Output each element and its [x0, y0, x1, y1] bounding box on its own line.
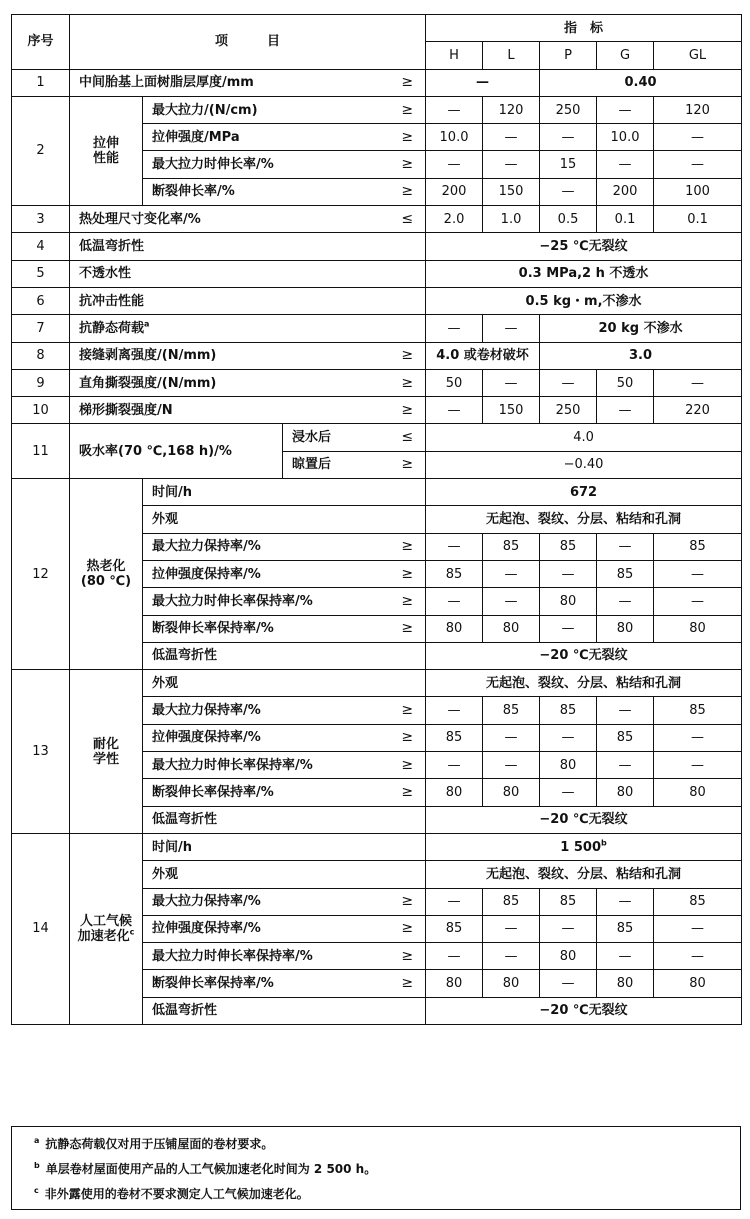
value-P: —: [540, 724, 597, 751]
value-G: —: [597, 588, 654, 615]
relation-sign: ≥: [390, 560, 426, 587]
table-row: [12, 670, 742, 697]
header-grade-GL: GL: [654, 42, 742, 69]
item-name: 拉伸强度/MPa: [143, 124, 390, 151]
item-name: 断裂伸长率保持率/%: [143, 615, 390, 642]
relation-sign: ≥: [390, 888, 426, 915]
value-H: 80: [426, 970, 483, 997]
value-P: —: [540, 124, 597, 151]
value-H: —: [426, 943, 483, 970]
row-number: 11: [12, 424, 70, 479]
footnote-a: [34, 1132, 740, 1157]
value-L: 1.0: [483, 206, 540, 233]
value-G: 80: [597, 615, 654, 642]
item-name: 直角撕裂强度/(N/mm): [70, 369, 390, 396]
relation-sign: ≥: [390, 970, 426, 997]
table-row: [12, 342, 742, 369]
item-name: 外观: [143, 861, 426, 888]
header-grade-G: G: [597, 42, 654, 69]
value-G: —: [597, 533, 654, 560]
value-GL: 80: [654, 779, 742, 806]
value-H: —: [426, 315, 483, 342]
item-name: 最大拉力时伸长率保持率/%: [143, 943, 390, 970]
header-seq: 序号: [12, 15, 70, 70]
row-number: 1: [12, 69, 70, 96]
value-P: 80: [540, 943, 597, 970]
value-G: —: [597, 697, 654, 724]
item-name: 低温弯折性: [143, 997, 426, 1024]
merged-value: 4.0: [426, 424, 742, 451]
value-P-G-GL: 3.0: [540, 342, 742, 369]
value-H: —: [426, 533, 483, 560]
value-L: —: [483, 943, 540, 970]
relation-sign: ≥: [390, 615, 426, 642]
value-P: 80: [540, 588, 597, 615]
merged-value: 0.5 kg・m,不渗水: [426, 287, 742, 314]
value-G: —: [597, 151, 654, 178]
relation-sign: ≥: [390, 369, 426, 396]
relation-sign: ≥: [390, 178, 426, 205]
relation-sign: ≥: [390, 697, 426, 724]
value-L: 85: [483, 533, 540, 560]
footnote-text: 非外露使用的卷材不要求测定人工气候加速老化。: [44, 1187, 309, 1201]
value-G: 85: [597, 560, 654, 587]
footnote-text: 抗静态荷载仅对用于压铺屋面的卷材要求。: [45, 1137, 274, 1151]
relation-sign: ≥: [390, 124, 426, 151]
item-name: 抗静态荷载$^a$: [70, 315, 426, 342]
value-P: —: [540, 178, 597, 205]
value-G: 200: [597, 178, 654, 205]
value-H-L: —: [426, 69, 540, 96]
value-H: —: [426, 96, 483, 123]
value-GL: —: [654, 752, 742, 779]
row-number: 7: [12, 315, 70, 342]
value-L: —: [483, 915, 540, 942]
item-name: 吸水率(70 ℃,168 h)/%: [70, 424, 283, 479]
merged-value: 1 500$^b$: [426, 833, 742, 860]
item-name: 最大拉力时伸长率/%: [143, 151, 390, 178]
value-GL: 85: [654, 533, 742, 560]
value-L: 80: [483, 970, 540, 997]
table-row: [12, 287, 742, 314]
value-L: —: [483, 560, 540, 587]
spec-table: [11, 14, 742, 1025]
value-L: —: [483, 752, 540, 779]
value-GL: 85: [654, 697, 742, 724]
item-name: 低温弯折性: [143, 806, 426, 833]
item-name: 断裂伸长率保持率/%: [143, 779, 390, 806]
value-P: 250: [540, 96, 597, 123]
merged-value: 672: [426, 479, 742, 506]
row-number: 14: [12, 833, 70, 1024]
relation-sign: ≥: [390, 915, 426, 942]
item-name: 中间胎基上面树脂层厚度/mm: [70, 69, 390, 96]
value-H: 85: [426, 724, 483, 751]
merged-value: −20 ℃无裂纹: [426, 997, 742, 1024]
value-H: 10.0: [426, 124, 483, 151]
value-H: —: [426, 752, 483, 779]
value-L: 85: [483, 888, 540, 915]
item-name: 外观: [143, 506, 426, 533]
value-G: —: [597, 943, 654, 970]
value-G: —: [597, 752, 654, 779]
row-number: 10: [12, 397, 70, 424]
row-number: 12: [12, 479, 70, 670]
value-G: 80: [597, 779, 654, 806]
footnotes: [11, 1126, 741, 1210]
value-GL: —: [654, 724, 742, 751]
item-name: 断裂伸长率/%: [143, 178, 390, 205]
value-P: 85: [540, 533, 597, 560]
item-name: 接缝剥离强度/(N/mm): [70, 342, 390, 369]
table-row: [12, 260, 742, 287]
value-L: 80: [483, 615, 540, 642]
relation-sign: ≥: [390, 342, 426, 369]
item-name: 最大拉力/(N/cm): [143, 96, 390, 123]
value-GL: 85: [654, 888, 742, 915]
table-row: [12, 833, 742, 860]
value-GL: 220: [654, 397, 742, 424]
value-H: —: [426, 151, 483, 178]
table-row: [12, 397, 742, 424]
relation-sign: ≥: [390, 96, 426, 123]
value-GL: —: [654, 943, 742, 970]
value-GL: 100: [654, 178, 742, 205]
item-name: 最大拉力保持率/%: [143, 888, 390, 915]
header-row: [12, 15, 742, 42]
relation-sign: ≥: [390, 752, 426, 779]
value-P: 80: [540, 752, 597, 779]
header-grade-P: P: [540, 42, 597, 69]
value-GL: —: [654, 560, 742, 587]
table-row: [12, 69, 742, 96]
value-GL: —: [654, 124, 742, 151]
item-name: 最大拉力保持率/%: [143, 533, 390, 560]
value-G: 50: [597, 369, 654, 396]
row-number: 13: [12, 670, 70, 834]
item-name: 最大拉力时伸长率保持率/%: [143, 588, 390, 615]
merged-value: 无起泡、裂纹、分层、粘结和孔洞: [426, 506, 742, 533]
item-name: 最大拉力保持率/%: [143, 697, 390, 724]
value-P: —: [540, 615, 597, 642]
item-name: 拉伸强度保持率/%: [143, 915, 390, 942]
value-L: —: [483, 369, 540, 396]
value-L: —: [483, 588, 540, 615]
value-H: 80: [426, 779, 483, 806]
value-G: 85: [597, 915, 654, 942]
value-G: 80: [597, 970, 654, 997]
table-row: [12, 96, 742, 123]
item-name: 时间/h: [143, 833, 426, 860]
value-L: 120: [483, 96, 540, 123]
value-P: —: [540, 560, 597, 587]
value-P: 85: [540, 697, 597, 724]
header-indicator: 指 标: [426, 15, 742, 42]
value-GL: —: [654, 369, 742, 396]
table-row: [12, 424, 742, 451]
item-name: 抗冲击性能: [70, 287, 426, 314]
value-H: 80: [426, 615, 483, 642]
value-P: 250: [540, 397, 597, 424]
footnote-mark: a: [34, 1136, 40, 1145]
relation-sign: ≥: [390, 943, 426, 970]
value-L: 85: [483, 697, 540, 724]
value-H: —: [426, 397, 483, 424]
group-label: 热老化 (80 ℃): [70, 479, 143, 670]
relation-sign: ≤: [390, 206, 426, 233]
value-GL: 0.1: [654, 206, 742, 233]
footnote-c: [34, 1182, 740, 1207]
value-H: 2.0: [426, 206, 483, 233]
relation-sign: ≥: [390, 451, 426, 478]
value-G: 0.1: [597, 206, 654, 233]
row-number: 4: [12, 233, 70, 260]
value-GL: —: [654, 151, 742, 178]
merged-value: −20 ℃无裂纹: [426, 806, 742, 833]
value-H: 200: [426, 178, 483, 205]
item-name: 不透水性: [70, 260, 426, 287]
footnote-mark: b: [34, 1161, 40, 1170]
relation-sign: ≥: [390, 397, 426, 424]
value-L: 150: [483, 178, 540, 205]
merged-value: 无起泡、裂纹、分层、粘结和孔洞: [426, 670, 742, 697]
value-P: —: [540, 915, 597, 942]
table-row: [12, 369, 742, 396]
value-P-G-GL: 20 kg 不渗水: [540, 315, 742, 342]
relation-sign: ≥: [390, 588, 426, 615]
group-label: 拉伸 性能: [70, 96, 143, 205]
item-name: 低温弯折性: [143, 642, 426, 669]
value-H: 85: [426, 560, 483, 587]
value-P: 0.5: [540, 206, 597, 233]
merged-value: 0.3 MPa,2 h 不透水: [426, 260, 742, 287]
value-GL: 80: [654, 970, 742, 997]
relation-sign: ≥: [390, 533, 426, 560]
item-name: 断裂伸长率保持率/%: [143, 970, 390, 997]
value-P: —: [540, 369, 597, 396]
value-H: 85: [426, 915, 483, 942]
value-H-L: 4.0 或卷材破坏: [426, 342, 540, 369]
value-L: —: [483, 124, 540, 151]
merged-value: 无起泡、裂纹、分层、粘结和孔洞: [426, 861, 742, 888]
header-item: 项 目: [70, 15, 426, 70]
item-name: 梯形撕裂强度/N: [70, 397, 390, 424]
relation-sign: ≤: [390, 424, 426, 451]
merged-value: −20 ℃无裂纹: [426, 642, 742, 669]
table-row: [12, 479, 742, 506]
relation-sign: ≥: [390, 724, 426, 751]
value-P: —: [540, 970, 597, 997]
header-grade-H: H: [426, 42, 483, 69]
header-grade-L: L: [483, 42, 540, 69]
row-number: 6: [12, 287, 70, 314]
value-H: —: [426, 697, 483, 724]
sub-item-name: 浸水后: [283, 424, 390, 451]
table-row: [12, 233, 742, 260]
table-row: [12, 206, 742, 233]
row-number: 3: [12, 206, 70, 233]
item-name: 最大拉力时伸长率保持率/%: [143, 752, 390, 779]
value-L: —: [483, 724, 540, 751]
value-P: 85: [540, 888, 597, 915]
row-number: 8: [12, 342, 70, 369]
footnote-text: 单层卷材屋面使用产品的人工气候加速老化时间为 2 500 h。: [45, 1162, 377, 1176]
value-G: —: [597, 96, 654, 123]
value-H: 50: [426, 369, 483, 396]
row-number: 9: [12, 369, 70, 396]
value-G: —: [597, 397, 654, 424]
value-P: —: [540, 779, 597, 806]
value-L: 150: [483, 397, 540, 424]
sub-item-name: 晾置后: [283, 451, 390, 478]
table-row: [12, 315, 742, 342]
value-H: —: [426, 888, 483, 915]
item-name: 低温弯折性: [70, 233, 426, 260]
group-label: 耐化 学性: [70, 670, 143, 834]
relation-sign: ≥: [390, 779, 426, 806]
value-H: —: [426, 588, 483, 615]
item-name: 外观: [143, 670, 426, 697]
value-L: —: [483, 151, 540, 178]
value-L: 80: [483, 779, 540, 806]
footnote-b: [34, 1157, 740, 1182]
merged-value: −25 ℃无裂纹: [426, 233, 742, 260]
merged-value: −0.40: [426, 451, 742, 478]
value-GL: 120: [654, 96, 742, 123]
value-G: 85: [597, 724, 654, 751]
group-label: 人工气候 加速老化$^c$: [70, 833, 143, 1024]
item-name: 拉伸强度保持率/%: [143, 724, 390, 751]
value-G: 10.0: [597, 124, 654, 151]
row-number: 2: [12, 96, 70, 205]
row-number: 5: [12, 260, 70, 287]
value-P: 15: [540, 151, 597, 178]
value-GL: 80: [654, 615, 742, 642]
value-P-G-GL: 0.40: [540, 69, 742, 96]
table-body: [12, 15, 742, 1025]
value-G: —: [597, 888, 654, 915]
relation-sign: ≥: [390, 69, 426, 96]
value-GL: —: [654, 588, 742, 615]
footnote-mark: c: [34, 1186, 39, 1195]
value-GL: —: [654, 915, 742, 942]
item-name: 时间/h: [143, 479, 426, 506]
relation-sign: ≥: [390, 151, 426, 178]
value-L: —: [483, 315, 540, 342]
item-name: 热处理尺寸变化率/%: [70, 206, 390, 233]
item-name: 拉伸强度保持率/%: [143, 560, 390, 587]
